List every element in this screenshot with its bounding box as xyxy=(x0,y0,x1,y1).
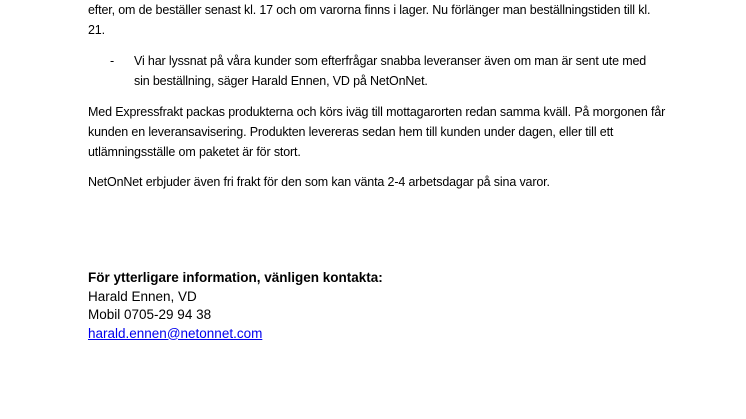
contact-heading: För ytterligare information, vänligen kontakta: xyxy=(88,270,383,285)
contact-email-link[interactable]: harald.ennen@netonnet.com xyxy=(88,325,263,341)
bullet-dash: - xyxy=(110,54,115,68)
contact-block xyxy=(88,269,383,343)
intro-paragraph: efter, om de beställer senast kl. 17 och om varorna finns i lager. Nu förlänger man beställningstiden till kl. 21. xyxy=(88,3,651,37)
contact-phone: Mobil 0705-29 94 38 xyxy=(88,307,212,322)
quote-text: Vi har lyssnat på våra kunder som efterfrågar snabba leveranser även om man är sent ute med sin beställning, säger Harald Ennen, VD på NetOnNet. xyxy=(134,54,647,88)
free-shipping-paragraph: NetOnNet erbjuder även fri frakt för den som kan vänta 2-4 arbetsdagar på sina varor. xyxy=(88,175,550,189)
express-paragraph: Med Expressfrakt packas produkterna och körs iväg till mottagarorten redan samma kväll. På morgonen får kunden en leveransavisering. Produkten levereras sedan hem till kunden under dagen, eller till ett utlämningsställe om paketet är för stort. xyxy=(88,105,666,159)
contact-name: Harald Ennen, VD xyxy=(88,288,197,304)
